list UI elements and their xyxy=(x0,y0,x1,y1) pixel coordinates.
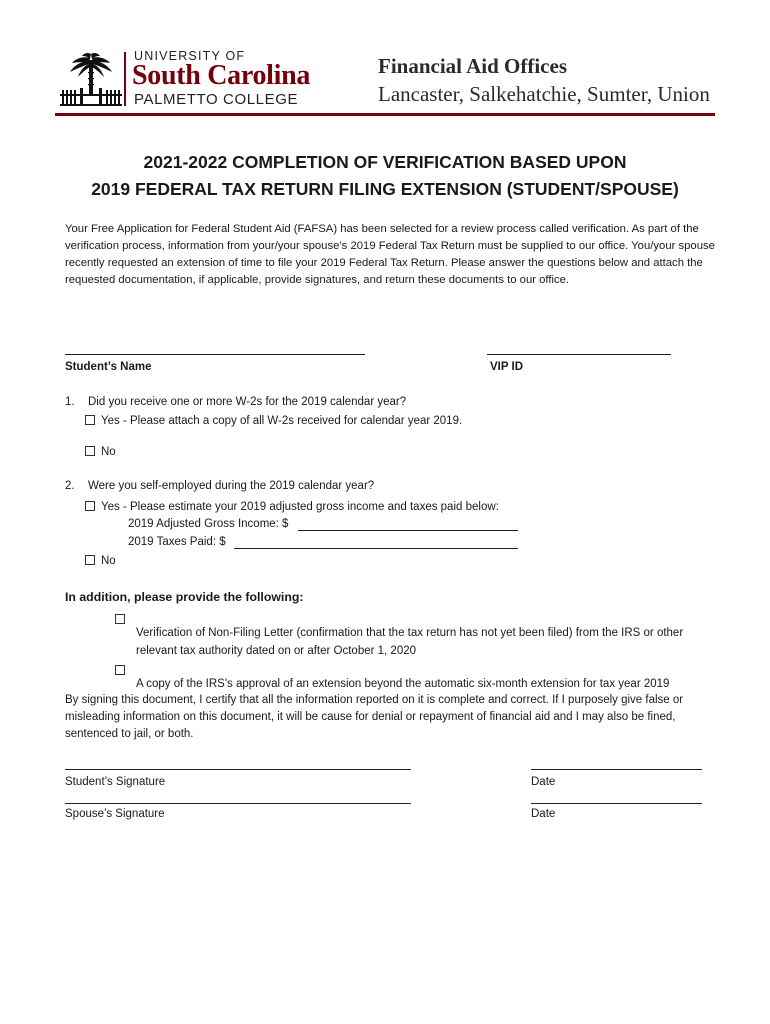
checkbox[interactable] xyxy=(115,614,125,624)
agi-input-line[interactable] xyxy=(298,530,518,531)
option-label: Yes - Please attach a copy of all W-2s received for calendar year 2019. xyxy=(101,415,463,427)
taxes-paid-label: 2019 Taxes Paid: $ xyxy=(128,536,226,548)
option-label: Yes - Please estimate your 2019 adjusted gross income and taxes paid below: xyxy=(101,501,499,513)
question-2-text: Were you self-employed during the 2019 calendar year? xyxy=(88,480,375,492)
option-label: No xyxy=(101,555,116,567)
agi-label: 2019 Adjusted Gross Income: $ xyxy=(128,518,289,530)
spouse-signature-line[interactable] xyxy=(65,803,411,804)
student-name-label: Student’s Name xyxy=(65,361,152,373)
question-1-no-option[interactable] xyxy=(85,446,116,458)
document-title-line-2: 2019 FEDERAL TAX RETURN FILING EXTENSION (STUDENT/SPOUSE) xyxy=(91,179,679,199)
document-title-line-1: 2021-2022 COMPLETION OF VERIFICATION BASED UPON xyxy=(143,152,627,172)
header-divider xyxy=(55,113,715,116)
logo-university-text: UNIVERSITY OF xyxy=(134,49,246,63)
student-name-line[interactable] xyxy=(65,354,365,355)
vip-id-label: VIP ID xyxy=(490,361,524,373)
spouse-date-line[interactable] xyxy=(531,803,702,804)
checkbox[interactable] xyxy=(85,501,95,511)
question-1-number: 1. xyxy=(65,396,75,408)
question-1-yes-option[interactable] xyxy=(85,415,462,427)
question-1-text: Did you receive one or more W-2s for the 2019 calendar year? xyxy=(88,396,407,408)
checkbox[interactable] xyxy=(85,415,95,425)
addition-item-1-text: Verification of Non-Filing Letter (confirmation that the tax return has not yet been filed) from the IRS or other relevant tax authority dated on or after October 1, 2020 xyxy=(136,627,684,657)
student-date-line[interactable] xyxy=(531,769,702,770)
student-signature-line[interactable] xyxy=(65,769,411,770)
addition-item-2[interactable] xyxy=(115,657,715,693)
student-signature-label: Student’s Signature xyxy=(65,776,166,788)
checkbox[interactable] xyxy=(85,555,95,565)
vip-id-line[interactable] xyxy=(487,354,671,355)
intro-paragraph: Your Free Application for Federal Student Aid (FAFSA) has been selected for a review process called verification. As part of the verification process, information from your/your spouse’s 2019 Federal Tax Return must be supplied to our office. You/your spouse recently requested an extension of time to file your 2019 Federal Tax Return. Please answer the questions below and attach the requested documentation, if applicable, provide signatures, and return these documents to our office. xyxy=(65,223,715,286)
office-title: Financial Aid Offices xyxy=(378,54,567,78)
taxes-paid-input-line[interactable] xyxy=(234,548,518,549)
office-locations: Lancaster, Salkehatchie, Sumter, Union xyxy=(378,82,710,106)
student-date-label: Date xyxy=(531,776,556,788)
checkbox[interactable] xyxy=(85,446,95,456)
addition-item-1[interactable] xyxy=(115,606,715,660)
palmetto-tree-logo-icon xyxy=(58,50,124,108)
addition-heading: In addition, please provide the following: xyxy=(65,590,304,604)
option-label: No xyxy=(101,446,116,458)
logo-divider xyxy=(124,52,126,106)
addition-item-2-text: A copy of the IRS's approval of an extension beyond the automatic six-month extension for tax year 2019 xyxy=(136,678,670,690)
spouse-date-label: Date xyxy=(531,808,556,820)
logo-college-text: PALMETTO COLLEGE xyxy=(134,91,299,108)
question-2-number: 2. xyxy=(65,480,75,492)
question-2-yes-option[interactable] xyxy=(85,501,499,513)
checkbox[interactable] xyxy=(115,665,125,675)
certification-paragraph: By signing this document, I certify that all the information reported on it is complete and correct. If I purposely give false or misleading information on this document, it will be cause for denial or repayment of financial aid and I may also be fined, sentenced to jail, or both. xyxy=(65,694,684,740)
logo-south-carolina-text: South Carolina xyxy=(132,60,311,91)
spouse-signature-label: Spouse’s Signature xyxy=(65,808,165,820)
question-2-no-option[interactable] xyxy=(85,555,116,567)
